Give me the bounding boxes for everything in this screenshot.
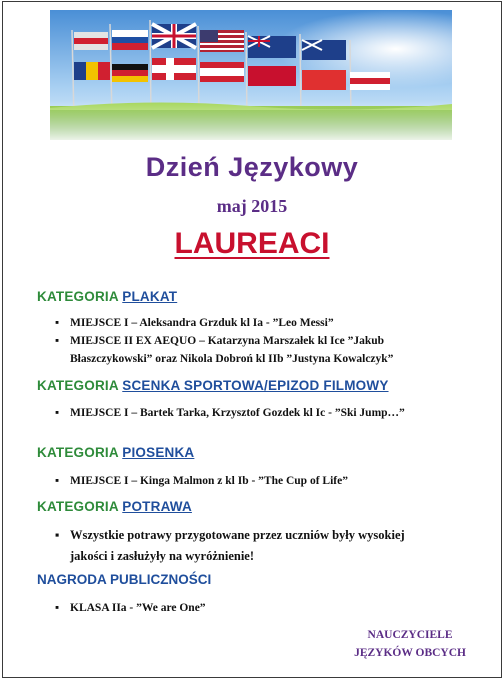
list-item [55, 525, 415, 567]
category-list-scenka [55, 404, 430, 422]
list-item-text: MIEJSCE I – Kinga Malmon z kl Ib - ”The Cup of Life” [70, 475, 348, 487]
bullet-icon: ▪ [55, 475, 60, 487]
list-item-text: KLASA IIa - ”We are One” [70, 602, 206, 614]
category-name: PIOSENKA [122, 445, 195, 460]
list-item [55, 332, 450, 368]
category-keyword: KATEGORIA [37, 289, 119, 304]
public-award-list [55, 599, 435, 617]
list-item-text: MIEJSCE I – Aleksandra Grzduk kl Ia - ”Leo Messi” [70, 317, 334, 329]
page-title: Dzień Językowy [145, 152, 359, 182]
category-heading-plakat [37, 289, 177, 304]
category-list-piosenka [55, 472, 455, 490]
public-award-heading: NAGRODA PUBLICZNOŚCI [37, 572, 212, 587]
flags-banner-image [50, 10, 452, 140]
list-item [55, 599, 435, 617]
bullet-icon: ▪ [55, 602, 60, 614]
list-item [55, 472, 455, 490]
category-heading-potrawa [37, 499, 192, 514]
bullet-icon: ▪ [55, 335, 60, 347]
event-date: maj 2015 [216, 196, 288, 216]
category-list-plakat [55, 314, 455, 368]
list-item-text: Wszystkie potrawy przygotowane przez uczniów były wysokiej jakości i zasłużyły na wyróżnienie! [70, 528, 405, 563]
bullet-icon: ▪ [55, 317, 60, 329]
list-item [55, 404, 430, 422]
category-name: POTRAWA [122, 499, 192, 514]
list-item-text: MIEJSCE I – Bartek Tarka, Krzysztof Gozdek kl Ic - ”Ski Jump…” [70, 407, 405, 419]
list-item [55, 314, 455, 332]
bullet-icon: ▪ [55, 407, 60, 419]
category-heading-piosenka [37, 445, 194, 460]
category-keyword: KATEGORIA [37, 499, 119, 514]
bullet-icon: ▪ [55, 528, 60, 542]
category-list-potrawa [55, 525, 415, 567]
laureates-heading: LAUREACI [174, 227, 330, 260]
category-keyword: KATEGORIA [37, 445, 119, 460]
category-name: PLAKAT [122, 289, 178, 304]
signature [354, 626, 466, 662]
category-name: SCENKA SPORTOWA/EPIZOD FILMOWY [122, 378, 389, 393]
category-keyword: KATEGORIA [37, 378, 119, 393]
signature-line-2: JĘZYKÓW OBCYCH [354, 647, 466, 659]
list-item-text: MIEJSCE II EX AEQUO – Katarzyna Marszałek kl Ice ”Jakub Błaszczykowski” oraz Nikola Dobroń kl IIb ”Justyna Kowalczyk” [70, 335, 394, 365]
signature-line-1: NAUCZYCIELE [367, 629, 453, 641]
category-heading-scenka [37, 378, 389, 393]
